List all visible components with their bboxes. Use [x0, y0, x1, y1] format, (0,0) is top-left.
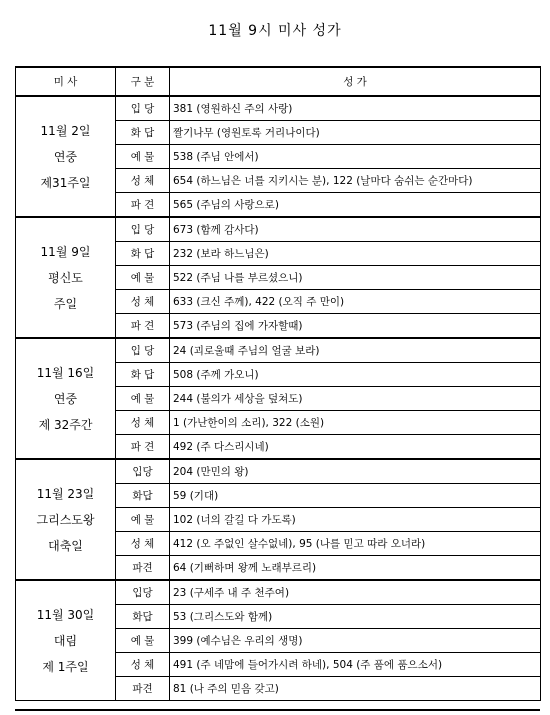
header-row: [16, 67, 541, 96]
part-cell: 화답: [116, 484, 170, 508]
hymn-cell: 81 (나 주의 믿음 갖고): [170, 677, 541, 701]
hymn-cell: 538 (주님 안에서): [170, 145, 541, 169]
mass-date-line: 주일: [53, 296, 78, 311]
mass-date-line: 11월 23일: [36, 486, 95, 501]
mass-date-line: 대림: [53, 633, 78, 648]
hymn-cell: 짤기나무 (영원토록 거리나이다): [170, 121, 541, 145]
table-row: [16, 459, 541, 484]
hymn-cell: 491 (주 네맘에 들어가시려 하네), 504 (주 품에 품으소서): [170, 653, 541, 677]
schedule-body: [16, 96, 541, 701]
table-bottom-edge: [15, 709, 540, 715]
hymn-cell: 64 (기뻐하며 왕께 노래부르리): [170, 556, 541, 581]
hymn-cell: 673 (함께 감사다): [170, 217, 541, 242]
part-cell: 화 답: [116, 121, 170, 145]
hymn-cell: 492 (주 다스리시네): [170, 435, 541, 460]
part-cell: 예 물: [116, 387, 170, 411]
header-mass: 미 사: [16, 67, 116, 96]
hymn-cell: 232 (보라 하느님은): [170, 242, 541, 266]
hymn-cell: 244 (불의가 세상을 덮쳐도): [170, 387, 541, 411]
part-cell: 입 당: [116, 217, 170, 242]
part-cell: 성 체: [116, 411, 170, 435]
part-cell: 파견: [116, 556, 170, 581]
mass-date-line: 제31주일: [40, 175, 91, 190]
header-part: 구 분: [116, 67, 170, 96]
table-row: [16, 338, 541, 363]
mass-date-line: 제 32주간: [38, 417, 93, 432]
mass-date-line: 제 1주일: [42, 659, 89, 674]
part-cell: 화 답: [116, 363, 170, 387]
part-cell: 화 답: [116, 242, 170, 266]
part-cell: 성 체: [116, 169, 170, 193]
part-cell: 예 물: [116, 508, 170, 532]
hymn-cell: 412 (오 주없인 살수없네), 95 (나를 믿고 따라 오너라): [170, 532, 541, 556]
mass-date-cell: [16, 459, 116, 580]
hymn-cell: 399 (예수님은 우리의 생명): [170, 629, 541, 653]
part-cell: 화답: [116, 605, 170, 629]
mass-date-line: 11월 2일: [40, 123, 91, 138]
part-cell: 예 물: [116, 266, 170, 290]
hymn-cell: 522 (주님 나를 부르셨으니): [170, 266, 541, 290]
part-cell: 파견: [116, 677, 170, 701]
mass-date-line: 그리스도왕: [36, 512, 95, 527]
table-row: [16, 580, 541, 605]
mass-date-line: 평신도: [48, 270, 83, 285]
header-hymn: 성 가: [170, 67, 541, 96]
part-cell: 파 견: [116, 193, 170, 218]
mass-date-line: 11월 9일: [40, 244, 91, 259]
hymn-cell: 102 (너의 갈길 다 가도록): [170, 508, 541, 532]
hymn-cell: 633 (크신 주께), 422 (오직 주 만이): [170, 290, 541, 314]
hymn-cell: 23 (구세주 내 주 천주여): [170, 580, 541, 605]
mass-date-line: 연중: [53, 149, 78, 164]
hymn-cell: 24 (괴로울때 주님의 얼굴 보라): [170, 338, 541, 363]
mass-date-cell: [16, 580, 116, 701]
hymn-cell: 381 (영원하신 주의 사랑): [170, 96, 541, 121]
part-cell: 성 체: [116, 532, 170, 556]
mass-date-cell: [16, 96, 116, 217]
mass-date-cell: [16, 338, 116, 459]
part-cell: 성 체: [116, 653, 170, 677]
mass-date-line: 연중: [53, 391, 78, 406]
hymn-cell: 204 (만민의 왕): [170, 459, 541, 484]
hymn-cell: 53 (그리스도와 함께): [170, 605, 541, 629]
mass-date-line: 11월 30일: [36, 607, 95, 622]
part-cell: 파 견: [116, 435, 170, 460]
hymn-cell: 654 (하느님은 너를 지키시는 분), 122 (날마다 숨쉬는 순간마다): [170, 169, 541, 193]
part-cell: 파 견: [116, 314, 170, 339]
part-cell: 예 물: [116, 145, 170, 169]
mass-date-line: 대축일: [48, 538, 83, 553]
hymn-cell: 59 (기대): [170, 484, 541, 508]
mass-date-cell: [16, 217, 116, 338]
table-row: [16, 96, 541, 121]
part-cell: 성 체: [116, 290, 170, 314]
hymn-cell: 508 (주께 가오니): [170, 363, 541, 387]
part-cell: 입당: [116, 580, 170, 605]
hymn-cell: 573 (주님의 집에 가자할때): [170, 314, 541, 339]
part-cell: 입 당: [116, 338, 170, 363]
part-cell: 예 물: [116, 629, 170, 653]
table-row: [16, 217, 541, 242]
mass-date-line: 11월 16일: [36, 365, 95, 380]
hymn-cell: 1 (가난한이의 소리), 322 (소원): [170, 411, 541, 435]
part-cell: 입 당: [116, 96, 170, 121]
hymn-schedule-table: [15, 66, 541, 701]
part-cell: 입당: [116, 459, 170, 484]
hymn-cell: 565 (주님의 사랑으로): [170, 193, 541, 218]
page-title: 11월 9시 미사 성가: [208, 23, 342, 39]
